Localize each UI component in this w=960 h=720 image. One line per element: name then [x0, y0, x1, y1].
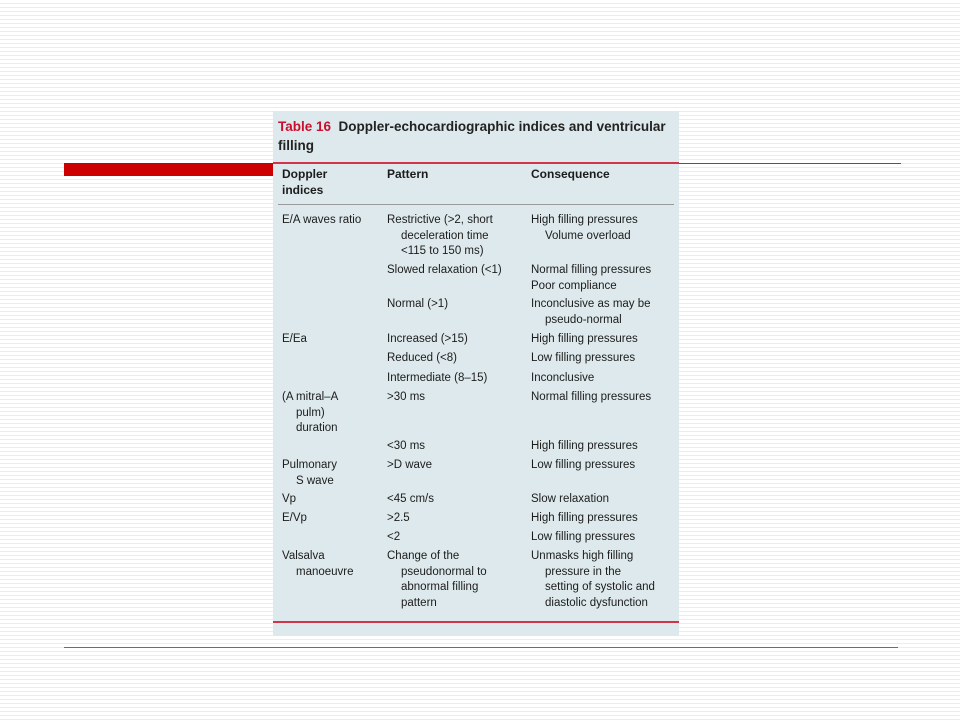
row-consequence: High filling pressures — [531, 440, 638, 452]
table-caption — [273, 111, 679, 162]
bottom-rule — [273, 621, 679, 623]
row-consequence: High filling pressures Volume overload — [531, 214, 638, 242]
row-consequence: Low filling pressures — [531, 531, 636, 543]
row-pattern: >30 ms — [387, 391, 426, 403]
table-title — [278, 117, 673, 155]
row-consequence: Normal filling pressures Poor compliance — [531, 264, 652, 292]
header-doppler-indices: Doppler indices — [282, 167, 328, 197]
row-pattern: Change of the pseudonormal to abnormal filling pattern — [387, 550, 487, 609]
row-consequence: Normal filling pressures — [531, 391, 652, 403]
table-figure — [273, 111, 679, 636]
row-index: Vp — [282, 493, 297, 505]
row-index: E/A waves ratio — [282, 214, 362, 226]
row-pattern: >D wave — [387, 459, 433, 471]
row-pattern: Reduced (<8) — [387, 352, 457, 364]
header-rule — [278, 204, 674, 205]
row-index: Pulmonary S wave — [282, 459, 337, 487]
row-pattern: Normal (>1) — [387, 298, 449, 310]
row-consequence: Inconclusive as may be pseudo-normal — [531, 298, 651, 326]
row-pattern: <2 — [387, 531, 401, 543]
row-pattern: Slowed relaxation (<1) — [387, 264, 502, 276]
row-consequence: Inconclusive — [531, 372, 595, 384]
accent-red-line-top — [679, 163, 901, 164]
row-index: (A mitral–A pulm) duration — [282, 391, 339, 434]
row-pattern: Restrictive (>2, short deceleration time <115 to 150 ms) — [387, 214, 493, 257]
row-pattern: Intermediate (8–15) — [387, 372, 488, 384]
row-index: E/Vp — [282, 512, 307, 524]
table-number: Table 16 — [278, 119, 332, 134]
row-pattern: <45 cm/s — [387, 493, 434, 505]
row-index: E/Ea — [282, 333, 307, 345]
accent-red-bar — [64, 163, 274, 176]
accent-red-line-bottom — [64, 647, 898, 648]
row-index: Valsalva manoeuvre — [282, 550, 354, 578]
row-consequence: High filling pressures — [531, 333, 638, 345]
row-consequence: Unmasks high filling pressure in the setting of systolic and diastolic dysfunction — [531, 550, 655, 609]
row-consequence: Low filling pressures — [531, 352, 636, 364]
row-pattern: >2.5 — [387, 512, 410, 524]
header-consequence: Consequence — [531, 167, 610, 181]
row-consequence: High filling pressures — [531, 512, 638, 524]
row-consequence: Slow relaxation — [531, 493, 609, 505]
title-rule — [273, 162, 679, 164]
row-consequence: Low filling pressures — [531, 459, 636, 471]
table-title-text: Doppler-echocardiographic indices and ventricular filling — [278, 119, 666, 153]
row-pattern: <30 ms — [387, 440, 426, 452]
header-pattern: Pattern — [387, 167, 429, 181]
row-pattern: Increased (>15) — [387, 333, 468, 345]
